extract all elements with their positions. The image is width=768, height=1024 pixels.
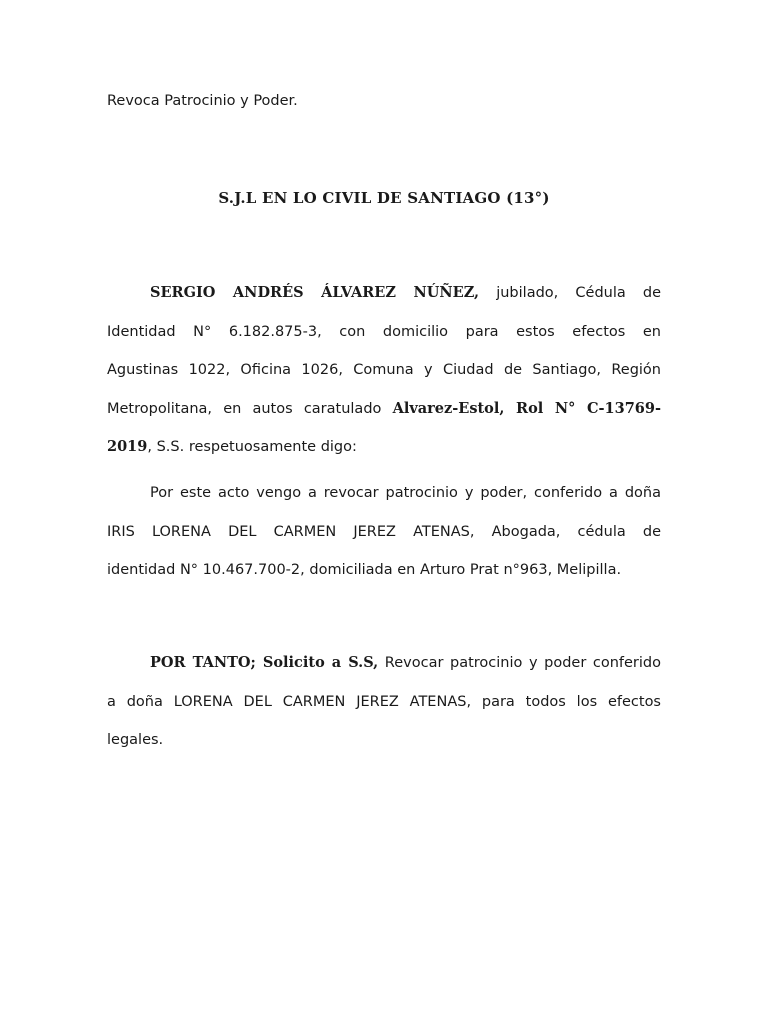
greeting-text: , S.S. respetuosamente digo: (147, 439, 357, 455)
paragraph-line (107, 644, 661, 683)
document-heading: Revoca Patrocinio y Poder. (107, 93, 298, 109)
paragraph-line: Por este acto vengo a revocar patrocinio y poder, conferido a doña (150, 485, 661, 501)
paragraph-line: Agustinas 1022, Oficina 1026, Comuna y Ciudad de Santiago, Región (107, 362, 661, 378)
paragraph-line: legales. (107, 732, 164, 748)
party-occupation: jubilado, Cédula de (479, 285, 661, 301)
request-lead: POR TANTO; Solicito a S.S, (150, 654, 379, 671)
case-year: 2019 (107, 438, 148, 455)
court-title: S.J.L EN LO CIVIL DE SANTIAGO (13°) (218, 189, 550, 207)
paragraph-line (107, 390, 661, 429)
paragraph-line: a doña LORENA DEL CARMEN JEREZ ATENAS, para todos los efectos (107, 693, 661, 710)
request-text: Revocar patrocinio y poder conferido (378, 655, 661, 671)
party-name: SERGIO ANDRÉS ÁLVAREZ NÚÑEZ, (150, 284, 480, 301)
case-intro-text: Metropolitana, en autos caratulado (107, 400, 393, 417)
paragraph-line: IRIS LORENA DEL CARMEN JEREZ ATENAS, Abogada, cédula de (107, 523, 661, 540)
paragraph-request (107, 644, 661, 760)
paragraph-line: Identidad N° 6.182.875-3, con domicilio para estos efectos en (107, 323, 661, 340)
case-reference: Alvarez-Estol, Rol N° C-13769- (392, 399, 661, 417)
paragraph-line: identidad N° 10.467.700-2, domiciliada en Arturo Prat n°963, Melipilla. (107, 562, 622, 578)
paragraph-line (107, 274, 661, 313)
paragraph-presentation (107, 274, 661, 467)
paragraph-revocation (107, 474, 661, 590)
paragraph-line (107, 428, 661, 467)
